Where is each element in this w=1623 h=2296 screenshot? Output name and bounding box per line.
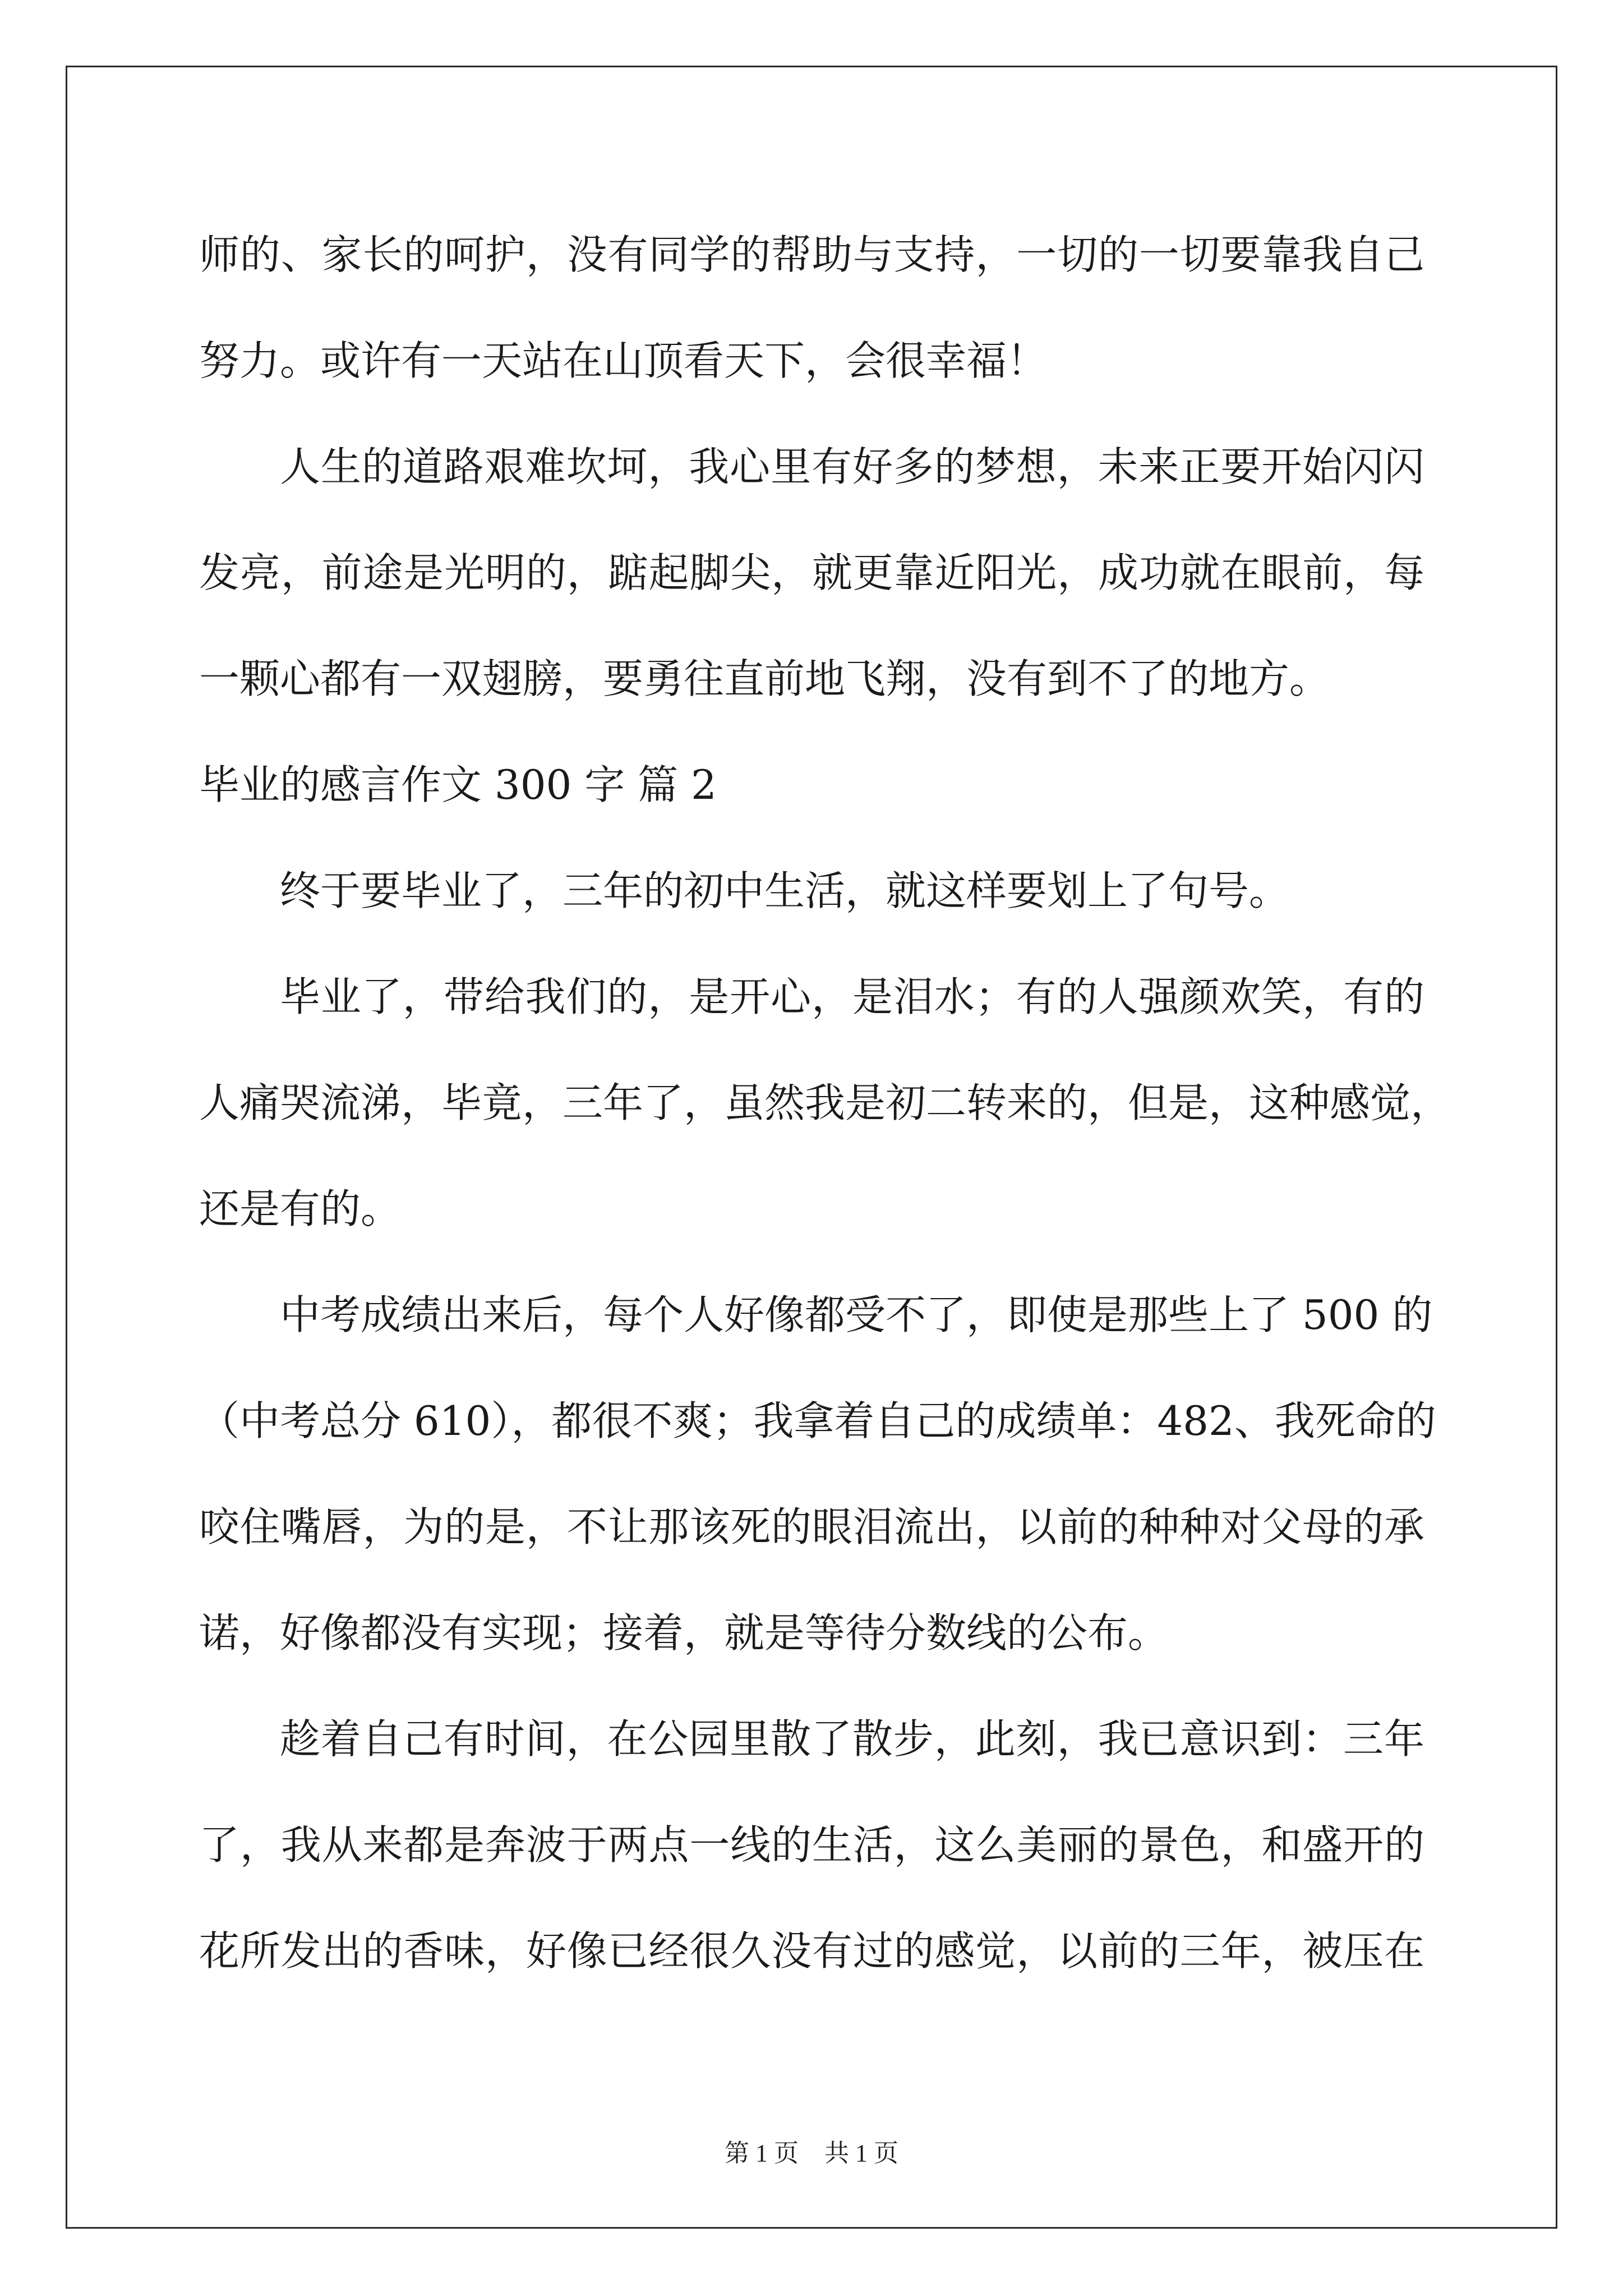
text-line: 诺，好像都没有实现；接着，就是等待分数线的公布。 <box>199 1609 1169 1657</box>
text-line: 了，我从来都是奔波于两点一线的生活，这么美丽的景色，和盛开的 <box>199 1821 1424 1869</box>
page-footer <box>0 2133 1623 2169</box>
text-line: 发亮，前途是光明的，踮起脚尖，就更靠近阳光，成功就在眼前，每 <box>199 549 1424 596</box>
text-line: 咬住嘴唇，为的是，不让那该死的眼泪流出，以前的种种对父母的承 <box>199 1503 1424 1550</box>
text-line: 人生的道路艰难坎坷，我心里有好多的梦想，未来正要开始闪闪 <box>280 443 1424 490</box>
text-line: （中考总分 610），都很不爽；我拿着自己的成绩单：482、我死命的 <box>199 1397 1436 1444</box>
text-line: 一颗心都有一双翅膀，要勇往直前地飞翔，没有到不了的地方。 <box>199 655 1330 702</box>
section-heading: 毕业的感言作文 300 字 篇 2 <box>199 761 717 808</box>
document-body <box>199 202 1451 2004</box>
text-line: 终于要毕业了，三年的初中生活，就这样要划上了句号。 <box>280 867 1290 914</box>
text-line: 中考成绩出来后，每个人好像都受不了，即使是那些上了 500 的 <box>280 1291 1433 1338</box>
text-line: 花所发出的香味，好像已经很久没有过的感觉，以前的三年，被压在 <box>199 1927 1424 1975</box>
text-line: 努力。或许有一天站在山顶看天下，会很幸福！ <box>199 337 1048 384</box>
page-total: 共 1 页 <box>824 2139 898 2167</box>
text-line: 毕业了，带给我们的，是开心，是泪水；有的人强颜欢笑，有的 <box>280 973 1424 1020</box>
text-line: 趁着自己有时间，在公园里散了散步，此刻，我已意识到：三年 <box>280 1715 1424 1763</box>
text-line: 师的、家长的呵护，没有同学的帮助与支持，一切的一切要靠我自己 <box>199 231 1424 278</box>
text-line: 人痛哭流涕，毕竟，三年了，虽然我是初二转来的，但是，这种感觉， <box>199 1079 1451 1126</box>
page-number: 第 1 页 <box>725 2139 799 2167</box>
text-line: 还是有的。 <box>199 1185 402 1232</box>
